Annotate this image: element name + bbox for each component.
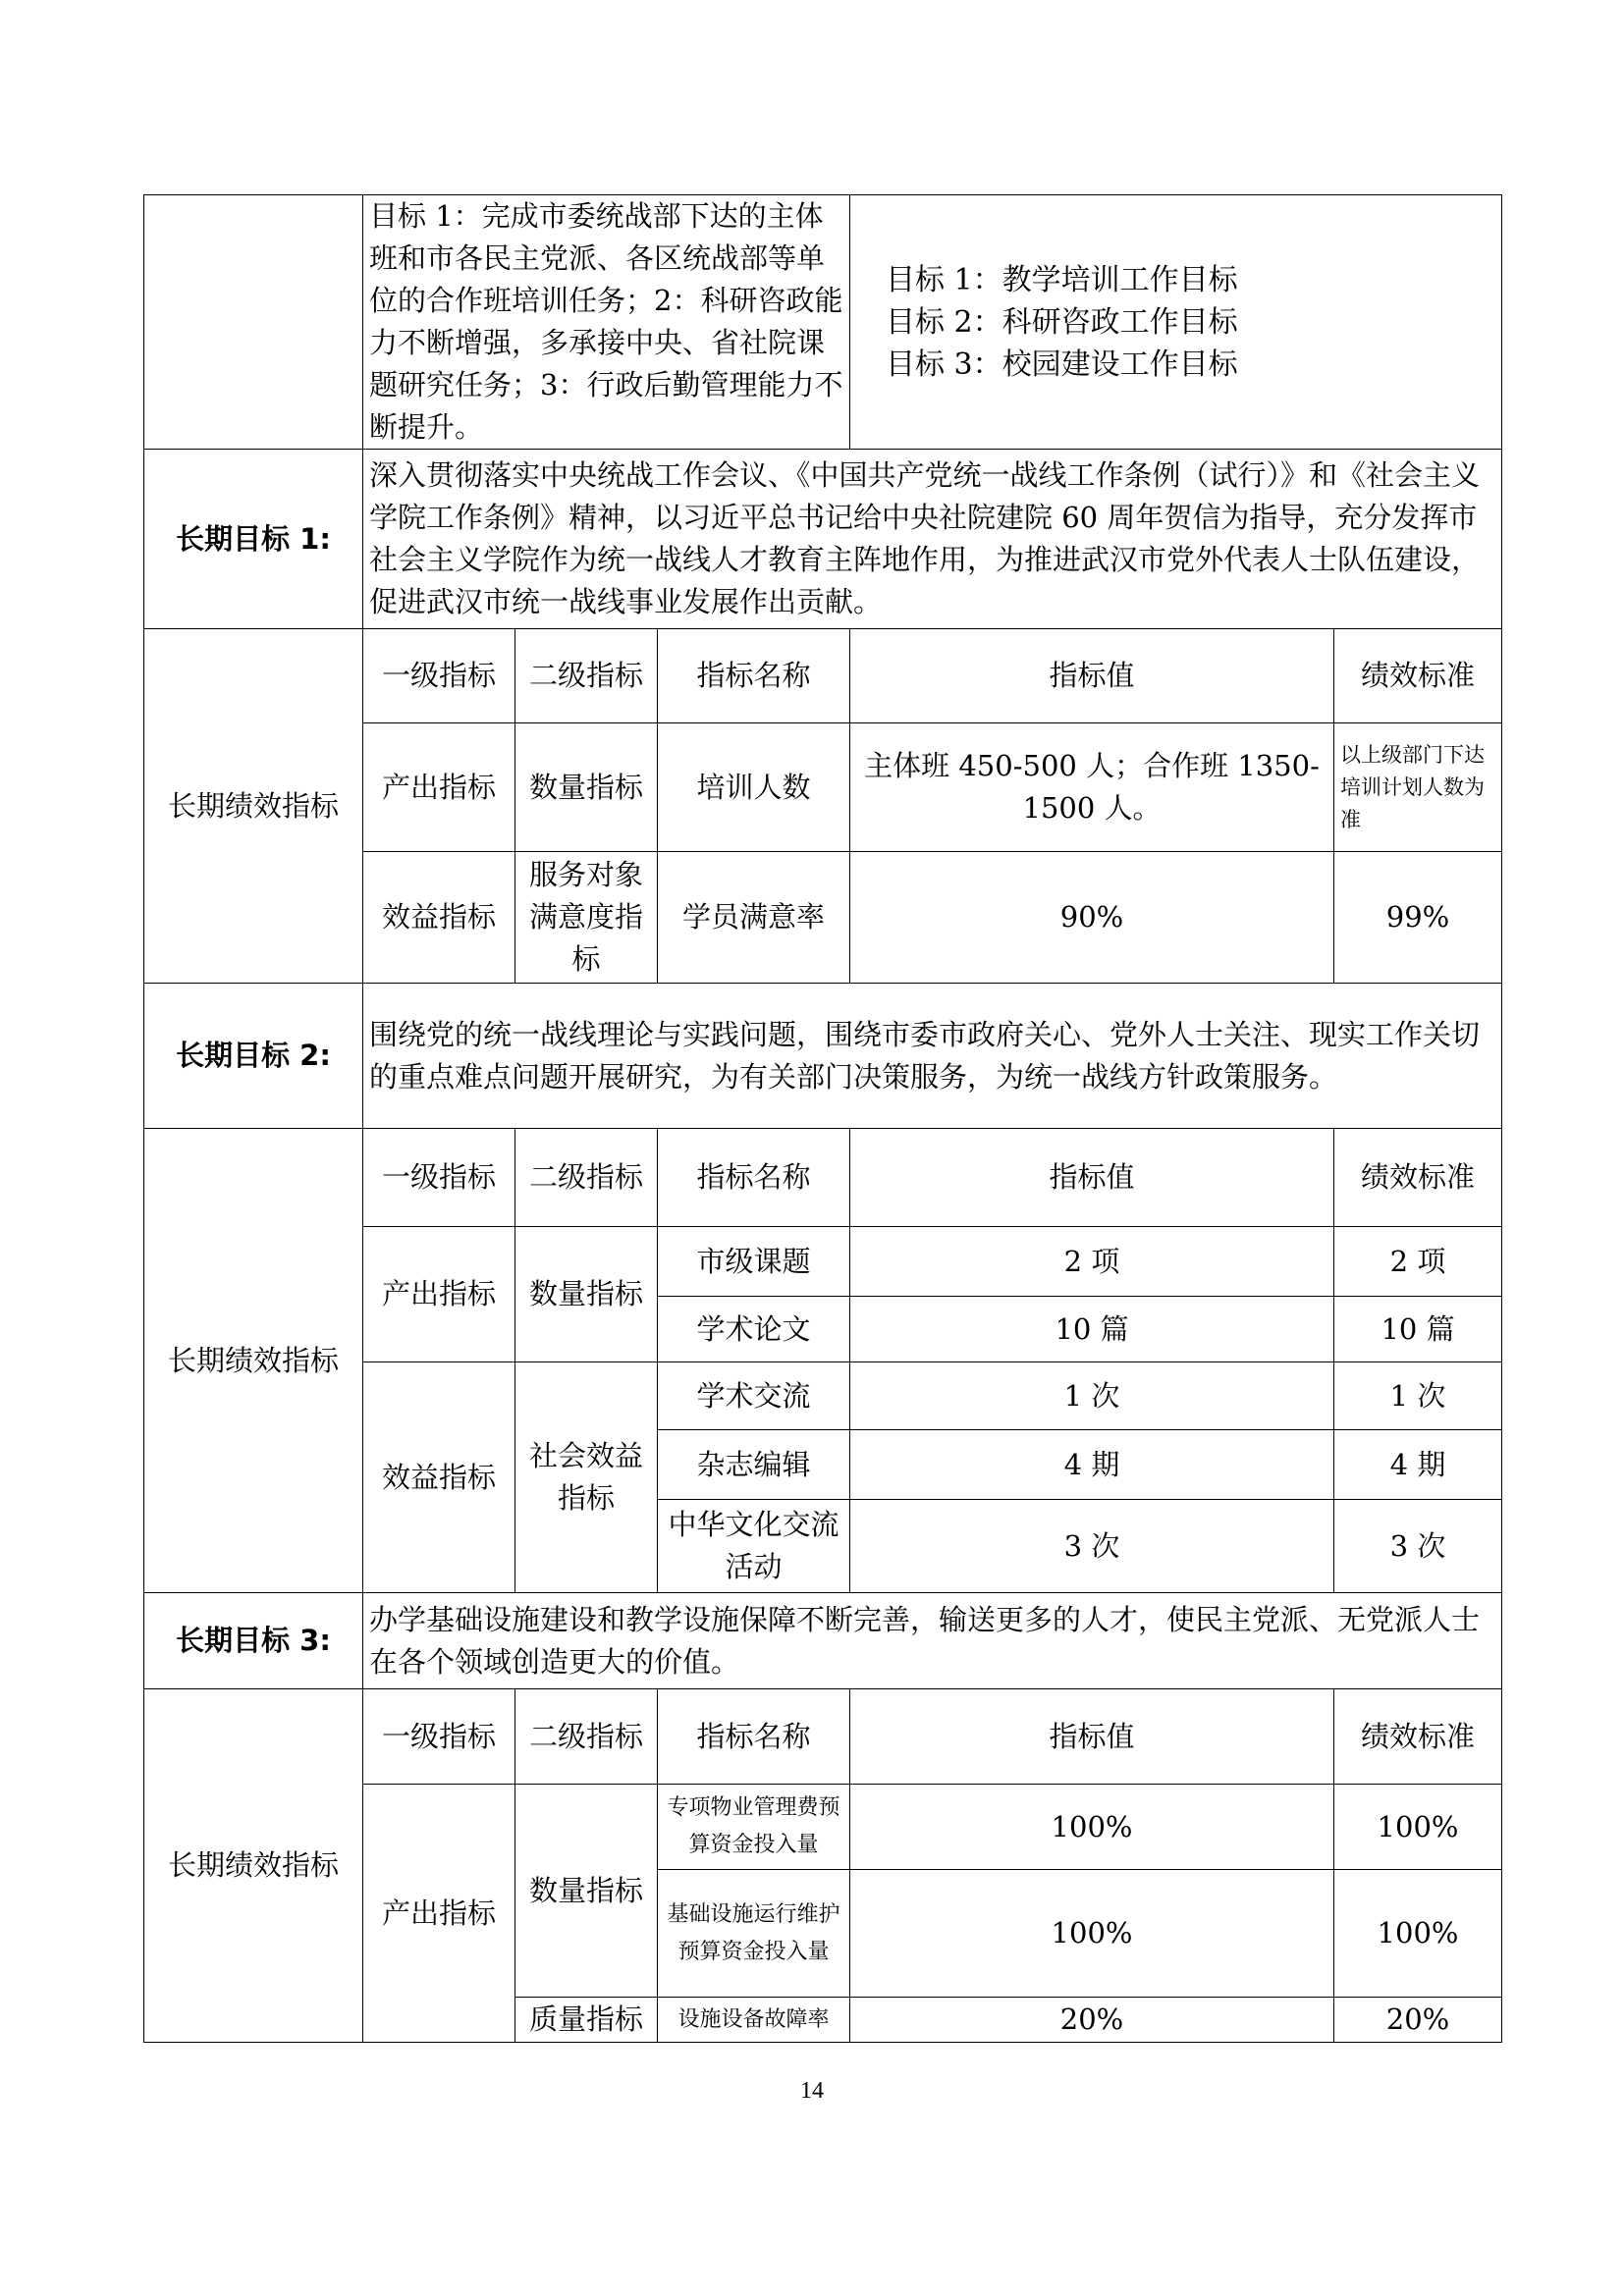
level1-cell: 产出指标 xyxy=(363,1227,515,1362)
target-item: 目标 1：教学培训工作目标 xyxy=(886,262,1238,297)
annual-targets-row xyxy=(144,195,1502,450)
indicator-value: 3 次 xyxy=(850,1500,1334,1593)
perf-header-row xyxy=(144,1689,1502,1785)
indicator-standard: 20% xyxy=(1334,1998,1502,2043)
indicator-standard: 以上级部门下达培训计划人数为准 xyxy=(1334,723,1502,852)
header-level2: 二级指标 xyxy=(515,629,658,723)
header-value: 指标值 xyxy=(850,1129,1334,1227)
indicator-standard: 1 次 xyxy=(1334,1362,1502,1430)
indicator-value: 100% xyxy=(850,1785,1334,1870)
performance-table xyxy=(143,194,1502,2043)
indicator-name: 专项物业管理费预算资金投入量 xyxy=(658,1785,850,1870)
indicator-name: 培训人数 xyxy=(658,723,850,852)
indicator-value: 主体班 450-500 人；合作班 1350-1500 人。 xyxy=(850,723,1334,852)
goal-label: 长期目标 3: xyxy=(144,1593,363,1689)
indicator-value: 100% xyxy=(850,1870,1334,1998)
goal-label: 长期目标 1: xyxy=(144,450,363,629)
indicator-name: 学员满意率 xyxy=(658,852,850,984)
indicator-name: 市级课题 xyxy=(658,1227,850,1297)
goal-text: 办学基础设施建设和教学设施保障不断完善，输送更多的人才，使民主党派、无党派人士在各个领域创造更大的价值。 xyxy=(363,1593,1502,1689)
perf-label: 长期绩效指标 xyxy=(144,629,363,984)
target-list-cell xyxy=(850,195,1502,450)
header-standard: 绩效标准 xyxy=(1334,1689,1502,1785)
indicator-value: 20% xyxy=(850,1998,1334,2043)
header-value: 指标值 xyxy=(850,1689,1334,1785)
indicator-value: 2 项 xyxy=(850,1227,1334,1297)
header-standard: 绩效标准 xyxy=(1334,629,1502,723)
indicator-name: 中华文化交流活动 xyxy=(658,1500,850,1593)
level1-cell: 效益指标 xyxy=(363,852,515,984)
blank-label-cell xyxy=(144,195,363,450)
indicator-value: 90% xyxy=(850,852,1334,984)
indicator-name: 杂志编辑 xyxy=(658,1430,850,1500)
level2-cell: 数量指标 xyxy=(515,1785,658,1998)
level2-cell: 社会效益指标 xyxy=(515,1362,658,1593)
level1-cell: 产出指标 xyxy=(363,723,515,852)
perf-header-row xyxy=(144,1129,1502,1227)
target-item: 目标 2：科研咨政工作目标 xyxy=(886,304,1238,340)
level1-cell: 效益指标 xyxy=(363,1362,515,1593)
header-name: 指标名称 xyxy=(658,629,850,723)
indicator-name: 基础设施运行维护预算资金投入量 xyxy=(658,1870,850,1998)
indicator-standard: 4 期 xyxy=(1334,1430,1502,1500)
level2-cell: 数量指标 xyxy=(515,1227,658,1362)
indicator-standard: 99% xyxy=(1334,852,1502,984)
indicator-name: 学术论文 xyxy=(658,1297,850,1362)
level2-cell: 数量指标 xyxy=(515,723,658,852)
perf-header-row xyxy=(144,629,1502,723)
indicator-standard: 2 项 xyxy=(1334,1227,1502,1297)
header-level1: 一级指标 xyxy=(363,629,515,723)
page-number: 14 xyxy=(800,2078,824,2104)
header-value: 指标值 xyxy=(850,629,1334,723)
indicator-name: 设施设备故障率 xyxy=(658,1998,850,2043)
header-level2: 二级指标 xyxy=(515,1129,658,1227)
goal-row xyxy=(144,450,1502,629)
indicator-value: 1 次 xyxy=(850,1362,1334,1430)
header-name: 指标名称 xyxy=(658,1689,850,1785)
indicator-name: 学术交流 xyxy=(658,1362,850,1430)
perf-label: 长期绩效指标 xyxy=(144,1129,363,1593)
indicator-value: 10 篇 xyxy=(850,1297,1334,1362)
header-name: 指标名称 xyxy=(658,1129,850,1227)
goal-text: 围绕党的统一战线理论与实践问题，围绕市委市政府关心、党外人士关注、现实工作关切的重点难点问题开展研究，为有关部门决策服务，为统一战线方针政策服务。 xyxy=(363,984,1502,1129)
level2-cell: 服务对象满意度指标 xyxy=(515,852,658,984)
header-level2: 二级指标 xyxy=(515,1689,658,1785)
annual-targets-text: 目标 1：完成市委统战部下达的主体班和市各民主党派、各区统战部等单位的合作班培训任务；2：科研咨政能力不断增强，多承接中央、省社院课题研究任务；3：行政后勤管理能力不断提升。 xyxy=(363,195,850,450)
goal-text: 深入贯彻落实中央统战工作会议、《中国共产党统一战线工作条例（试行）》和《社会主义学院工作条例》精神，以习近平总书记给中央社院建院 60 周年贺信为指导，充分发挥市社会主义学院作为统一战线人才教育主阵地作用，为推进武汉市党外代表人士队伍建设，促进武汉市统一战线事业发展作出贡献。 xyxy=(363,450,1502,629)
header-level1: 一级指标 xyxy=(363,1689,515,1785)
indicator-value: 4 期 xyxy=(850,1430,1334,1500)
goal-label: 长期目标 2: xyxy=(144,984,363,1129)
indicator-standard: 100% xyxy=(1334,1785,1502,1870)
perf-label: 长期绩效指标 xyxy=(144,1689,363,2043)
indicator-standard: 100% xyxy=(1334,1870,1502,1998)
target-item: 目标 3：校园建设工作目标 xyxy=(886,347,1238,382)
goal-row xyxy=(144,984,1502,1129)
goal-row xyxy=(144,1593,1502,1689)
header-level1: 一级指标 xyxy=(363,1129,515,1227)
indicator-standard: 10 篇 xyxy=(1334,1297,1502,1362)
header-standard: 绩效标准 xyxy=(1334,1129,1502,1227)
level1-cell: 产出指标 xyxy=(363,1785,515,2043)
indicator-standard: 3 次 xyxy=(1334,1500,1502,1593)
level2-cell: 质量指标 xyxy=(515,1998,658,2043)
